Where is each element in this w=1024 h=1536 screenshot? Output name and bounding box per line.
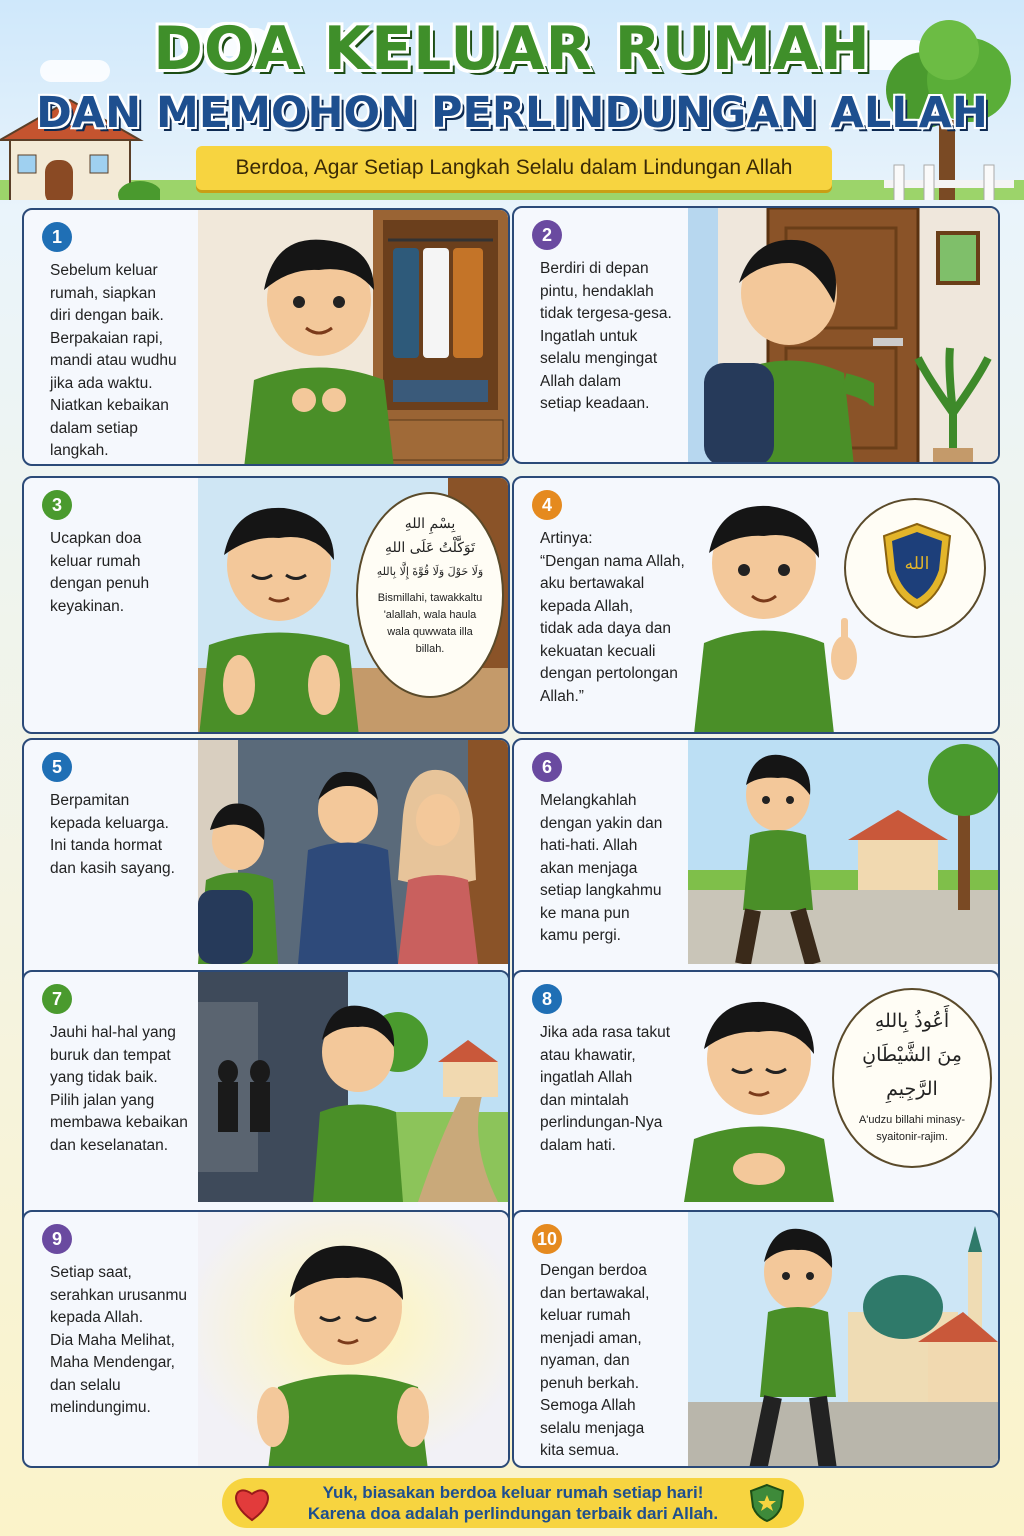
step-card-1 bbox=[22, 208, 510, 466]
step-number: 2 bbox=[532, 220, 562, 250]
arabic-line: مِنَ الشَّيْطَانِ bbox=[862, 1044, 962, 1066]
shield-text: الله bbox=[904, 554, 930, 574]
step-number: 8 bbox=[532, 984, 562, 1014]
boy-illustration bbox=[234, 230, 404, 466]
street-scene bbox=[688, 740, 998, 964]
step-number: 1 bbox=[42, 222, 72, 252]
step-text: Jauhi hal-hal yang buruk dan tempat yang tidak baik. Pilih jalan yang membawa kebaikan dan keselanatan. bbox=[50, 1024, 188, 1154]
step-card-8 bbox=[512, 970, 1000, 1228]
step-number: 6 bbox=[532, 752, 562, 782]
step-number: 4 bbox=[532, 490, 562, 520]
step-number: 7 bbox=[42, 984, 72, 1014]
boy-illustration bbox=[694, 233, 874, 464]
step-number: 5 bbox=[42, 752, 72, 782]
page-title-line2: DAN MEMOHON PERLINDUNGAN ALLAH bbox=[36, 88, 988, 138]
step-card-7 bbox=[22, 970, 510, 1228]
step-text: Berpamitan kepada keluarga. Ini tanda hormat dan kasih sayang. bbox=[50, 792, 175, 877]
step-card-10 bbox=[512, 1210, 1000, 1468]
transliteration: Bismillahi, tawakkaltu 'alallah, wala haula wala quwwata illa billah. bbox=[377, 592, 483, 655]
step-text: Ucapkan doa keluar rumah dengan penuh keyakinan. bbox=[50, 530, 150, 615]
step-card-2 bbox=[512, 206, 1000, 464]
step-card-4 bbox=[512, 476, 1000, 734]
arabic-line: وَلَا حَوْلَ وَلَا قُوَّةَ إِلَّا بِاللهِ bbox=[376, 565, 484, 578]
step-card-5 bbox=[22, 738, 510, 996]
glowing-prayer-scene bbox=[198, 1212, 508, 1468]
mosque-scene bbox=[688, 1212, 998, 1468]
shield-check-icon bbox=[748, 1483, 786, 1523]
boy-praying-illustration bbox=[194, 500, 384, 734]
heart-icon bbox=[232, 1484, 272, 1522]
header bbox=[0, 0, 1024, 200]
prayer-speech-bubble bbox=[356, 492, 504, 698]
footer-banner bbox=[222, 1478, 804, 1528]
family-scene bbox=[198, 740, 508, 964]
step-text: Jika ada rasa takut atau khawatir, ingatlah Allah dan mintalah perlindungan-Nya dalam hati. bbox=[540, 1024, 671, 1154]
arabic-line: أَعُوذُ بِاللهِ bbox=[874, 1010, 950, 1032]
step-card-3 bbox=[22, 476, 510, 734]
dua-speech-bubble bbox=[832, 988, 992, 1168]
step-number: 9 bbox=[42, 1224, 72, 1254]
transliteration: A'udzu billahi minasy- syaitonir-rajim. bbox=[858, 1114, 966, 1143]
step-text: Artinya: “Dengan nama Allah, aku bertawakal kepada Allah, tidak ada daya dan kekuatan kecuali dengan pertolongan Allah.” bbox=[540, 530, 685, 705]
step-card-6 bbox=[512, 738, 1000, 996]
step-number: 10 bbox=[532, 1224, 562, 1254]
shield-speech-bubble bbox=[844, 498, 986, 638]
step-number: 3 bbox=[42, 490, 72, 520]
footer-line-2: Karena doa adalah perlindungan terbaik dari Allah. bbox=[307, 1504, 719, 1523]
subtitle-banner: Berdoa, Agar Setiap Langkah Selalu dalam Lindungan Allah bbox=[196, 146, 832, 190]
step-text: Setiap saat, serahkan urusanmu kepada Allah. Dia Maha Melihat, Maha Mendengar, dan selalu melindungimu. bbox=[50, 1264, 187, 1416]
step-text: Berdiri di depan pintu, hendaklah tidak tergesa-gesa. Ingatlah untuk selalu mengingat Allah dalam setiap keadaan. bbox=[540, 260, 672, 412]
arabic-line: تَوَكَّلْتُ عَلَى اللهِ bbox=[384, 540, 476, 556]
boy-heart-hand-illustration bbox=[674, 994, 854, 1202]
step-card-9 bbox=[22, 1210, 510, 1468]
two-paths-scene bbox=[198, 972, 508, 1202]
step-text: Dengan berdoa dan bertawakal, keluar rumah menjadi aman, nyaman, dan penuh berkah. Semoga Allah selalu menjaga kita semua. bbox=[540, 1262, 650, 1459]
boy-pointing-illustration bbox=[684, 498, 864, 734]
arabic-line: الرَّجِيمِ bbox=[886, 1078, 938, 1100]
arabic-line: بِسْمِ اللهِ bbox=[404, 516, 456, 532]
step-text: Sebelum keluar rumah, siapkan diri dengan baik. Berpakaian rapi, mandi atau wudhu jika ada waktu. Niatkan kebaikan dalam setiap langkah. bbox=[50, 262, 177, 459]
footer-line-1: Yuk, biasakan berdoa keluar rumah setiap hari! bbox=[322, 1483, 704, 1502]
page-title: DOA KELUAR RUMAH bbox=[153, 14, 871, 84]
step-text: Melangkahlah dengan yakin dan hati-hati. Allah akan menjaga setiap langkahmu ke mana pun kamu pergi. bbox=[540, 792, 663, 944]
